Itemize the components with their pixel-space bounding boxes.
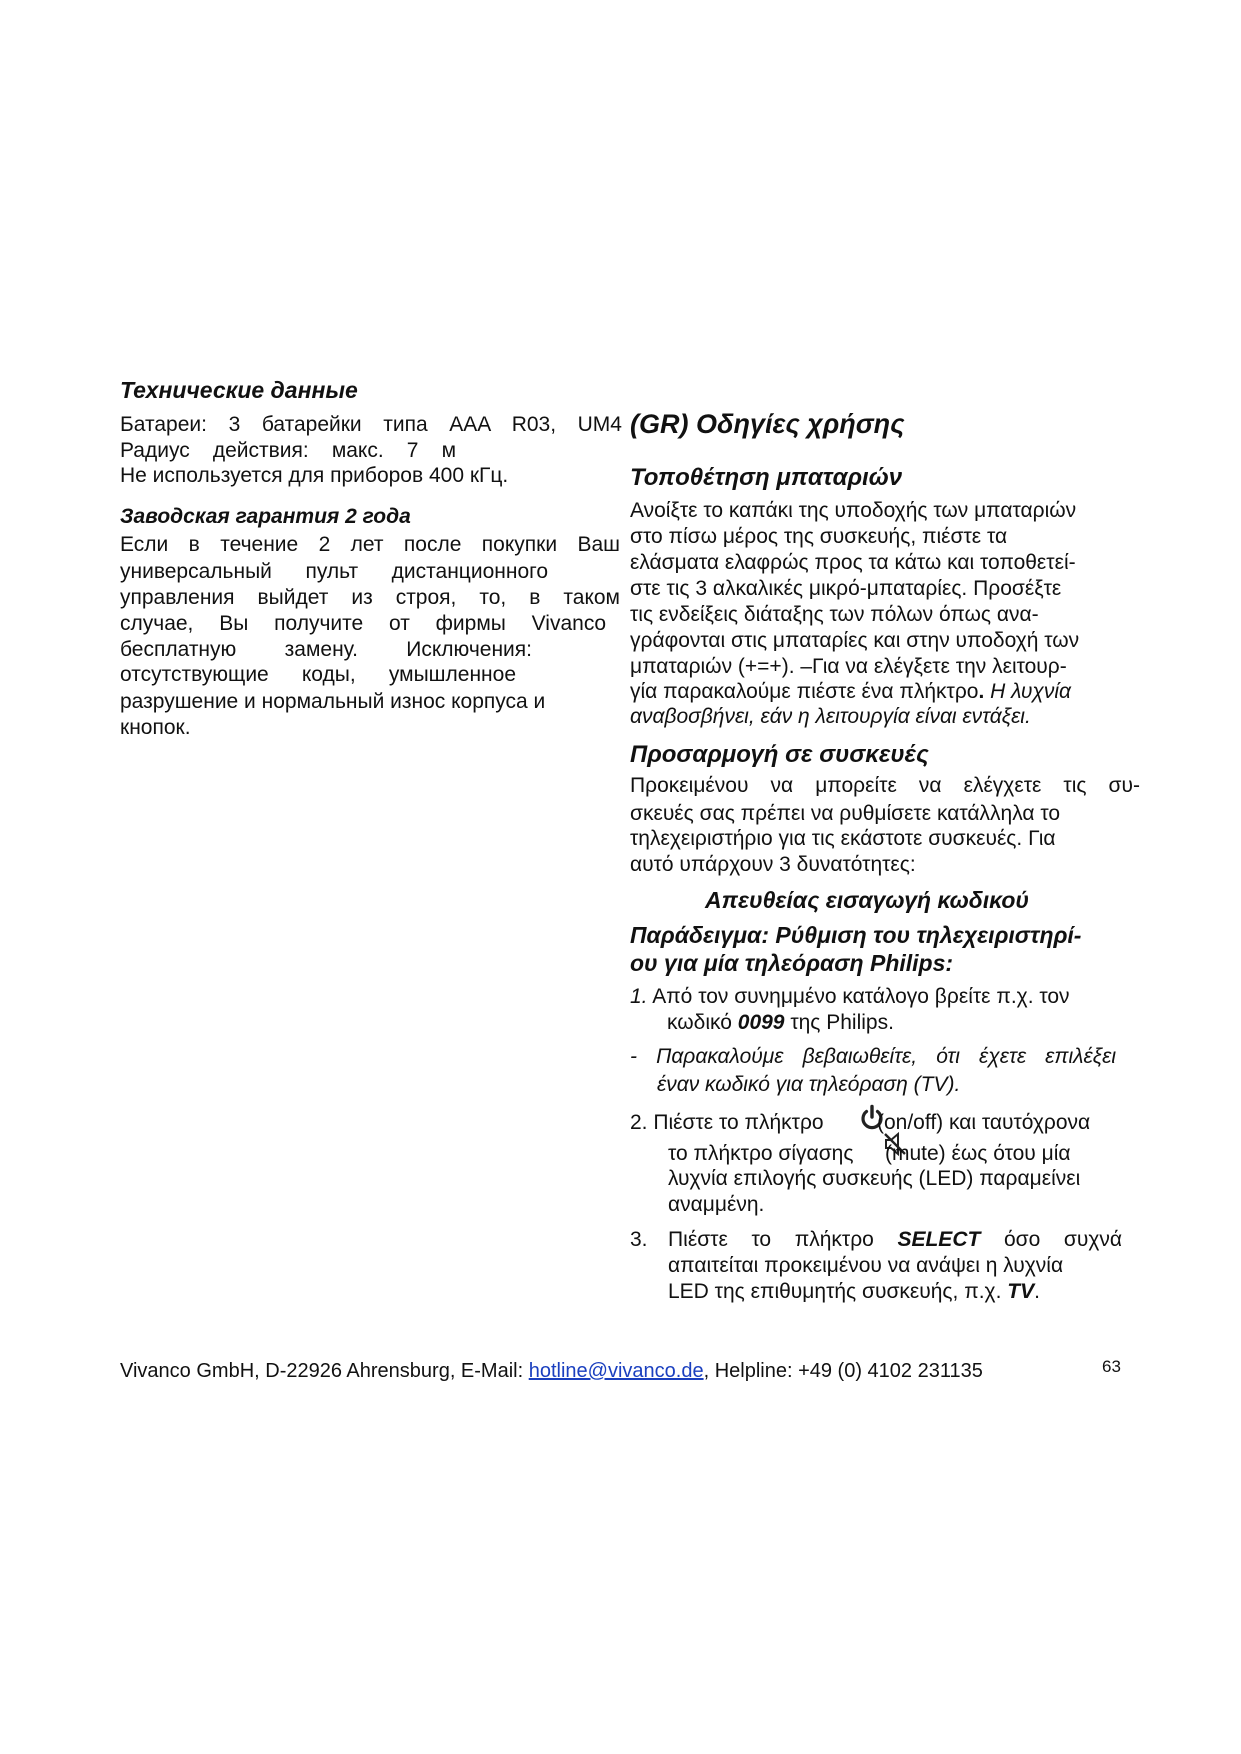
gr-step-1-line-2 [667,1010,894,1036]
gr-battery-line-8-italic: Η λυχνία [984,680,1071,703]
ru-range-word: м [441,439,456,462]
gr-step-3-line-3 [668,1279,1040,1305]
gr-adapt-line-1: Προκειμένου να μπορείτε να ελέγχετε τις συ- [630,774,1140,797]
gr-adapt-line-2: σκευές σας πρέπει να ρυθμίσετε κατάλληλα το [630,802,1061,825]
ru-warranty-line-5: бесплатную замену. Исключения: [120,638,532,661]
ru-batteries-word: 3 [228,413,241,436]
ru-range-word: действия: [212,439,309,462]
gr-battery-line-8-text: γία παρακαλούμε πιέστε ένα πλήκτρο [630,680,979,703]
gr-battery-line-5: τις ενδείξεις διάταξης των πόλων όπως ανα- [630,603,1039,626]
footer-company: Vivanco GmbH, D-22926 Ahrensburg, E-Mail: [120,1360,529,1382]
gr-step-1-code: 0099 [737,1011,785,1034]
gr-step-3-word: Πιέστε [668,1228,728,1251]
gr-adapt-line-4: αυτό υπάρχουν 3 δυνατότητες: [630,853,916,876]
footer-contact [120,1358,983,1384]
ru-batteries-word: UM4 [577,413,622,436]
gr-step-1-line-1 [630,984,1070,1010]
ru-batteries-word: батарейки [261,413,362,436]
gr-note-line-2: έναν κωδικό για τηλεόραση (TV). [657,1073,961,1096]
gr-step-2-line-2b: (mute) έως ότου μία [885,1142,1071,1165]
ru-range-line [120,438,456,464]
gr-page-title: (GR) Οδηγίες χρήσης [630,409,905,439]
ru-batteries-word: Батареи: [120,413,207,436]
gr-direct-code-heading: Απευθείας εισαγωγή κωδικού [705,887,1029,913]
gr-step-3-period: . [1034,1280,1040,1303]
ru-warranty-line-8: кнопок. [120,716,191,739]
ru-warranty-line-6: отсутствующие коды, умышленное [120,663,516,686]
ru-warranty-heading: Заводская гарантия 2 года [120,505,411,528]
ru-batteries-word: типа [383,413,428,436]
gr-step-2-line-3: λυχνία επιλογής συσκευής (LED) παραμείνει [668,1167,1081,1190]
gr-step-3-word: συχνά [1063,1228,1122,1251]
gr-step-3-select-key: SELECT [897,1228,981,1251]
gr-battery-line-1: Ανοίξτε το καπάκι της υποδοχής των μπαταριών [630,499,1077,522]
ru-range-word: 7 [406,439,419,462]
gr-step-2-line-1a: 2. Πιέστε το πλήκτρο [630,1111,824,1134]
gr-step-2-line-2a: το πλήκτρο σίγασης [668,1142,854,1165]
ru-warranty-line-2: универсальный пульт дистанционного [120,560,548,583]
ru-tech-heading: Технические данные [120,377,358,403]
ru-warranty-line-1: Если в течение 2 лет после покупки Ваш [120,533,620,556]
gr-step-1-text: Από τον συνημμένο κατάλογο βρείτε π.χ. τον [647,985,1070,1008]
gr-step-3-line-2: απαιτείται προκειμένου να ανάψει η λυχνία [668,1254,1064,1277]
gr-adapt-heading: Προσαρμογή σε συσκευές [630,741,929,768]
footer-email-link[interactable]: hotline@vivanco.de [528,1360,704,1382]
gr-adapt-line-3: τηλεχειριστήριο για τις εκάστοτε συσκευές. Για [630,827,1056,850]
gr-step-1-brand: της Philips. [784,1011,894,1034]
gr-step-3-line-3-text: LED της επιθυμητής συσκευής, π.χ. [668,1280,1008,1303]
gr-note-line-1: - Παρακαλούμε βεβαιωθείτε, ότι έχετε επιλέξει [630,1045,1116,1068]
gr-battery-line-3: ελάσματα ελαφρώς προς τα κάτω και τοποθετεί- [630,551,1076,574]
gr-battery-line-4: στε τις 3 αλκαλικές μικρό-μπαταρίες. Προσέξτε [630,577,1062,600]
ru-batteries-line [120,412,622,438]
ru-warranty-line-4: случае, Вы получите от фирмы Vivanco [120,612,606,635]
gr-step-3-word: το [751,1228,772,1251]
gr-step-3-number: 3. [630,1228,648,1251]
gr-battery-line-9: αναβοσβήνει, εάν η λειτουργία είναι εντάξει. [630,705,1031,728]
ru-warranty-line-3: управления выйдет из строя, то, в таком [120,586,620,609]
gr-step-3-word: όσο [1003,1228,1041,1251]
gr-example-line-2: ου για μία τηλεόραση Philips: [630,950,954,976]
gr-step-3-tv: TV [1007,1280,1035,1303]
gr-step-2-line-1b: (on/off) και ταυτόχρονα [877,1111,1091,1134]
gr-example-line-1: Παράδειγμα: Ρύθμιση του τηλεχειριστηρί- [630,922,1082,948]
footer-helpline: , Helpline: +49 (0) 4102 231135 [703,1360,983,1382]
ru-batteries-word: R03, [511,413,557,436]
page-number: 63 [1102,1357,1121,1376]
gr-battery-line-8 [630,679,1071,705]
ru-range-word: макс. [331,439,384,462]
gr-step-2-line-4: αναμμένη. [668,1193,765,1216]
gr-battery-heading: Τοποθέτηση μπαταριών [630,464,903,491]
ru-batteries-word: AAA [449,413,491,436]
gr-battery-line-7: μπαταριών (+=+). –Για να ελέγξετε την λειτουρ- [630,655,1067,678]
gr-battery-line-2: στο πίσω μέρος της συσκευής, πιέστε τα [630,525,1008,548]
gr-battery-line-6: γράφονται στις μπαταρίες και στην υποδοχή των [630,629,1080,652]
gr-battery-line-8-dot: . [978,680,985,703]
gr-step-3-line-1 [668,1227,1122,1253]
ru-range-word: Радиус [120,439,190,462]
gr-step-3-word: πλήκτρο [794,1228,874,1251]
ru-warranty-line-7: разрушение и нормальный износ корпуса и [120,690,546,713]
gr-step-1-code-label: κωδικό [667,1011,738,1034]
ru-not-for-line: Не используется для приборов 400 кГц. [120,464,509,487]
gr-step-1-number: 1. [630,985,648,1008]
